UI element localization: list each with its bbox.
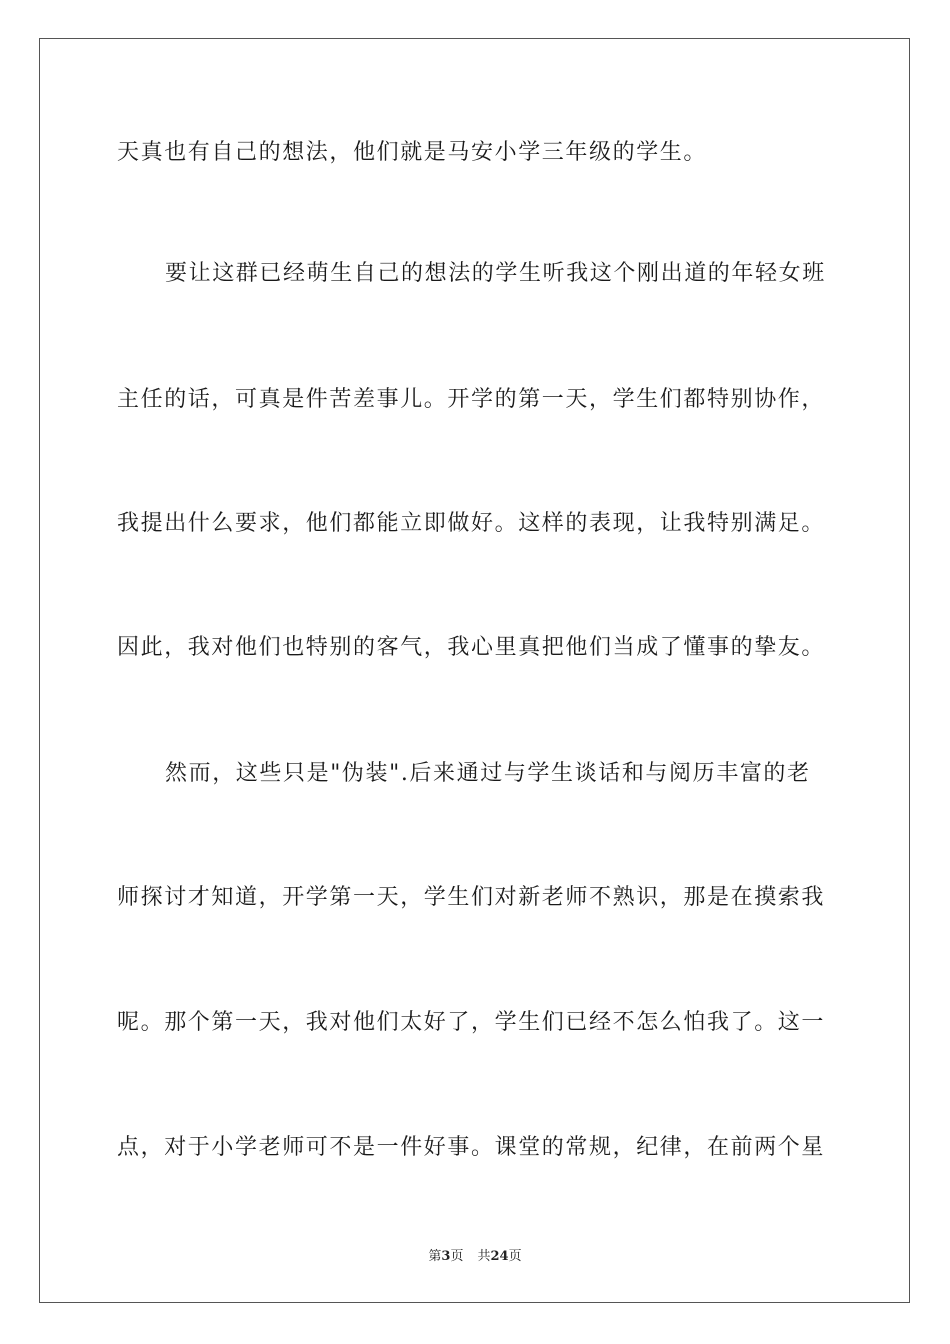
text-line-3: 主任的话，可真是件苦差事儿。开学的第一天，学生们都特别协作， [117, 387, 826, 412]
text-line-4: 我提出什么要求，他们都能立即做好。这样的表现，让我特别满足。 [117, 511, 826, 536]
page-number: 3 [441, 1249, 451, 1264]
text-line-7: 师探讨才知道，开学第一天，学生们对新老师不熟识，那是在摸索我 [117, 885, 826, 910]
total-pages: 24 [490, 1249, 509, 1264]
total-suffix: 页 [508, 1249, 522, 1264]
page-suffix: 页 [450, 1249, 464, 1264]
text-line-6: 然而，这些只是"伪装".后来通过与学生谈话和与阅历丰富的老 [165, 761, 811, 786]
text-line-1: 天真也有自己的想法，他们就是马安小学三年级的学生。 [117, 140, 708, 165]
text-line-8: 呢。那个第一天，我对他们太好了，学生们已经不怎么怕我了。这一 [117, 1010, 826, 1035]
total-prefix: 共 [477, 1249, 491, 1264]
text-line-9: 点，对于小学老师可不是一件好事。课堂的常规，纪律，在前两个星 [117, 1135, 826, 1160]
text-line-5: 因此，我对他们也特别的客气，我心里真把他们当成了懂事的挚友。 [117, 635, 826, 660]
page-footer [0, 1248, 950, 1266]
page-border [39, 38, 910, 1303]
page-prefix: 第 [428, 1249, 442, 1264]
text-line-2: 要让这群已经萌生自己的想法的学生听我这个刚出道的年轻女班 [165, 261, 826, 286]
